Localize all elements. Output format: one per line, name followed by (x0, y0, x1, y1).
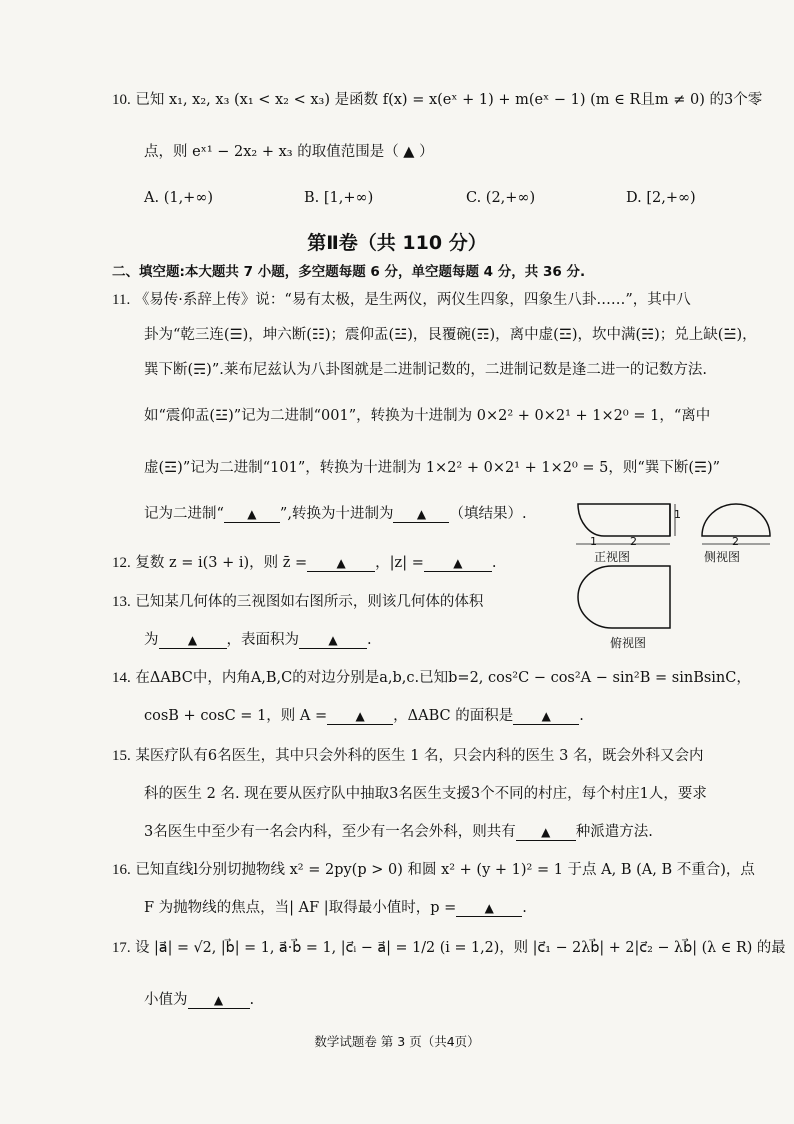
q10-text-1: 已知 x₁, x₂, x₃ (x₁ < x₂ < x₃) 是函数 f(x) = x(eˣ + 1) + m(eˣ − 1) (m ∈ R且m ≠ 0) 的3个零 (135, 92, 763, 108)
q14-line1 (112, 668, 751, 688)
answer-blank[interactable] (424, 555, 492, 572)
side-view-caption: 侧视图 (704, 550, 741, 564)
q13-line1 (112, 592, 483, 612)
q11-line4: 如“震仰盂(☳)”记为二进制“001”，转换为十进制为 0×2² + 0×2¹ + 1×2⁰ = 1，“离中 (144, 408, 711, 424)
q12-text-b: ，|z| = (375, 555, 424, 571)
front-view-height-label: 1 (674, 508, 681, 521)
q17-text-1: 设 |a⃗| = √2, |b⃗| = 1, a⃗·b⃗ = 1, |c⃗ᵢ − a⃗| = 1/2 (i = 1,2)，则 |c⃗₁ − 2λb⃗| + 2|c⃗₂ − λb⃗| (λ ∈ R) 的最 (135, 940, 786, 956)
q15-line2: 科的医生 2 名. 现在要从医疗队中抽取3名医生支援3个不同的村庄，每个村庄1人，要求 (144, 786, 707, 802)
answer-blank[interactable] (327, 708, 393, 725)
q17-line2 (144, 990, 254, 1010)
front-view-dim1: 1 (590, 535, 597, 548)
q14-text-2c: . (579, 708, 584, 724)
answer-blank[interactable] (516, 824, 576, 841)
q16-text-1: 已知直线l分别切抛物线 x² = 2py(p > 0) 和圆 x² + (y + 1)² = 1 于点 A, B (A, B 不重合)，点 (135, 862, 755, 878)
blank-marker: ▲ (328, 633, 338, 647)
top-view-caption: 俯视图 (610, 636, 647, 650)
blank-marker: ▲ (355, 709, 365, 723)
blank-marker: ▲ (541, 709, 551, 723)
q11-text-1: 《易传·系辞上传》说：“易有太极，是生两仪，两仪生四象，四象生八卦……”，其中八 (134, 292, 691, 308)
answer-blank[interactable] (188, 992, 250, 1009)
front-view-figure (568, 494, 680, 550)
top-view-outline (578, 566, 670, 628)
q12-text-a: 复数 z = i(3 + i)，则 z̄ = (135, 555, 308, 571)
q13-text-2c: . (367, 632, 372, 648)
q11-text-6a: 记为二进制“ (144, 506, 224, 522)
question-number: 12. (112, 555, 131, 571)
answer-blank[interactable] (159, 632, 227, 649)
q16-text-2b: . (522, 900, 527, 916)
q10-option-c: C. (2,+∞) (466, 190, 536, 206)
q11-line5: 虚(☲)”记为二进制“101”，转换为十进制为 1×2² + 0×2¹ + 1×2⁰ = 5，则“巽下断(☴)” (144, 460, 721, 476)
top-view-figure (568, 564, 680, 630)
answer-blank[interactable] (307, 555, 375, 572)
q16-line2 (144, 898, 527, 918)
q15-text-3b: 种派遣方法. (575, 824, 653, 840)
page-footer: 数学试题卷 第 3 页（共4页） (314, 1034, 480, 1049)
question-number: 17. (112, 940, 131, 956)
q15-line1 (112, 746, 703, 766)
q11-line3: 巽下断(☴)”.莱布尼兹认为八卦图就是二进制记数的，二进制记数是逢二进一的记数方法. (144, 362, 707, 378)
front-view-dim2: 2 (630, 535, 637, 548)
q14-text-2a: cosB + cosC = 1，则 A = (144, 708, 328, 724)
question-number: 13. (112, 594, 131, 610)
blank-marker: ▲ (416, 507, 427, 521)
blank-marker: ▲ (336, 556, 346, 570)
q13-text-1: 已知某几何体的三视图如右图所示，则该几何体的体积 (135, 594, 484, 610)
front-view-outline (578, 504, 670, 536)
answer-blank[interactable] (393, 506, 449, 523)
side-view-dim: 2 (732, 535, 739, 548)
q14-text-2b: ，ΔABC 的面积是 (393, 708, 514, 724)
part-title: 第Ⅱ卷（共 110 分） (307, 232, 487, 254)
q10-line1 (112, 90, 762, 110)
answer-blank[interactable] (224, 506, 280, 523)
answer-blank[interactable] (456, 900, 522, 917)
q10-option-d: D. [2,+∞) (626, 190, 696, 206)
front-view-caption: 正视图 (594, 550, 631, 564)
q13-line2 (144, 630, 372, 650)
q11-line1 (112, 290, 691, 310)
q12-line (112, 553, 496, 573)
section-heading: 二、填空题:本大题共 7 小题，多空题每题 6 分，单空题每题 4 分，共 36 分. (112, 264, 586, 280)
q16-line1 (112, 860, 755, 880)
q17-text-2b: . (249, 992, 255, 1008)
answer-blank[interactable] (513, 708, 579, 725)
q17-text-2a: 小值为 (144, 992, 188, 1008)
blank-marker: ▲ (453, 556, 463, 570)
question-number: 10. (112, 92, 131, 108)
q14-text-1: 在ΔABC中，内角A,B,C的对边分别是a,b,c.已知b=2, cos²C − cos²A − sin²B = sinBsinC， (135, 670, 751, 686)
q15-line3 (144, 822, 653, 842)
question-number: 11. (112, 292, 131, 308)
question-number: 15. (112, 748, 131, 764)
q13-text-2a: 为 (144, 632, 159, 648)
blank-marker: ▲ (187, 633, 198, 647)
q11-text-6c: （填结果）. (449, 506, 527, 522)
q10-option-b: B. [1,+∞) (304, 190, 374, 206)
q17-line1 (112, 938, 786, 958)
answer-blank[interactable] (299, 632, 367, 649)
q15-text-1: 某医疗队有6名医生，其中只会外科的医生 1 名，只会内科的医生 3 名，既会外科又会内 (135, 748, 704, 764)
blank-marker: ▲ (484, 901, 494, 915)
q11-line2: 卦为“乾三连(☰)，坤六断(☷)；震仰盂(☳)，艮覆碗(☶)，离中虚(☲)，坎中满(☵)；兑上缺(☱)， (144, 327, 757, 343)
q10-option-a: A. (1,+∞) (144, 190, 214, 206)
q14-line2 (144, 706, 584, 726)
q11-text-6b: ”,转换为十进制为 (279, 506, 394, 522)
blank-marker: ▲ (541, 825, 551, 839)
q10-line2: 点，则 eˣ¹ − 2x₂ + x₃ 的取值范围是（ ▲ ） (144, 144, 434, 160)
question-number: 14. (112, 670, 131, 686)
blank-marker: ▲ (247, 507, 257, 521)
q15-text-3a: 3名医生中至少有一名会内科，至少有一名会外科，则共有 (144, 824, 516, 840)
q11-line6 (144, 504, 527, 524)
q16-text-2a: F 为抛物线的焦点，当| AF |取得最小值时，p = (144, 900, 457, 916)
blank-marker: ▲ (213, 993, 224, 1007)
question-number: 16. (112, 862, 131, 878)
q13-text-2b: ，表面积为 (226, 632, 299, 648)
q12-text-c: . (491, 555, 497, 571)
side-view-outline (702, 504, 770, 536)
